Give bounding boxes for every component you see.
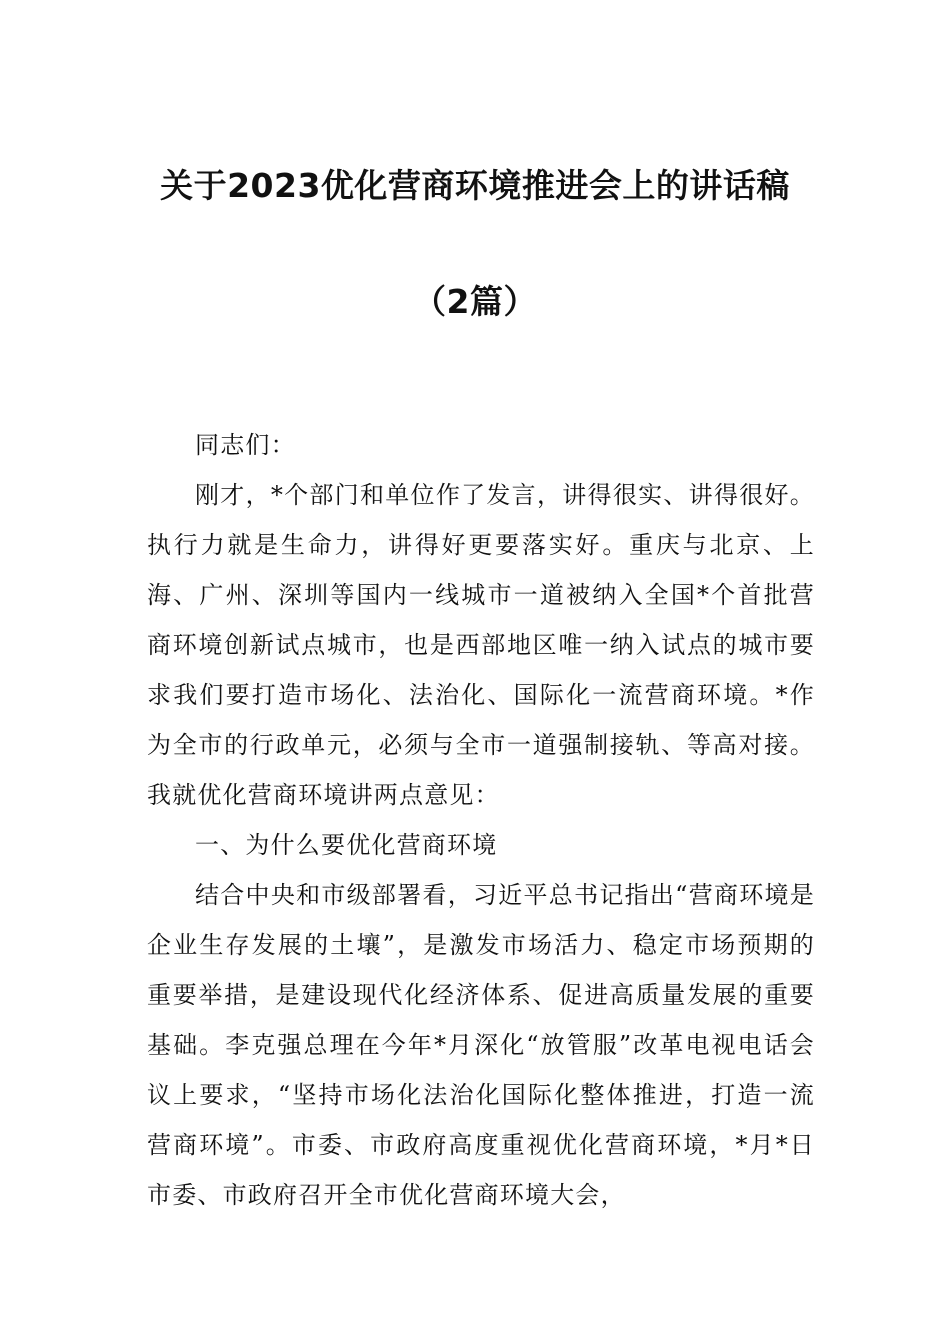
body-paragraph: 结合中央和市级部署看，习近平总书记指出“营商环境是企业生存发展的土壤”，是激发市场活力、稳定市场预期的重要举措，是建设现代化经济体系、促进高质量发展的重要基础。李克强总理在今年*月深化“放管服”改革电视电话会议上要求，“坚持市场化法治化国际化整体推进，打造一流营商环境”。市委、市政府高度重视优化营商环境，*月*日市委、市政府召开全市优化营商环境大会， <box>147 881 815 1209</box>
section-heading: 一、为什么要优化营商环境 <box>195 831 498 859</box>
document-title: 关于2023优化营商环境推进会上的讲话稿 <box>160 166 790 205</box>
document-body <box>147 420 815 1220</box>
document-subtitle: （2篇） <box>413 282 537 321</box>
body-paragraph: 刚才，*个部门和单位作了发言，讲得很实、讲得很好。执行力就是生命力，讲得好更要落实好。重庆与北京、上海、广州、深圳等国内一线城市一道被纳入全国*个首批营商环境创新试点城市，也是西部地区唯一纳入试点的城市要求我们要打造市场化、法治化、国际化一流营商环境。*作为全市的行政单元，必须与全市一道强制接轨、等高对接。我就优化营商环境讲两点意见： <box>147 481 815 809</box>
salutation-paragraph: 同志们： <box>195 431 296 459</box>
